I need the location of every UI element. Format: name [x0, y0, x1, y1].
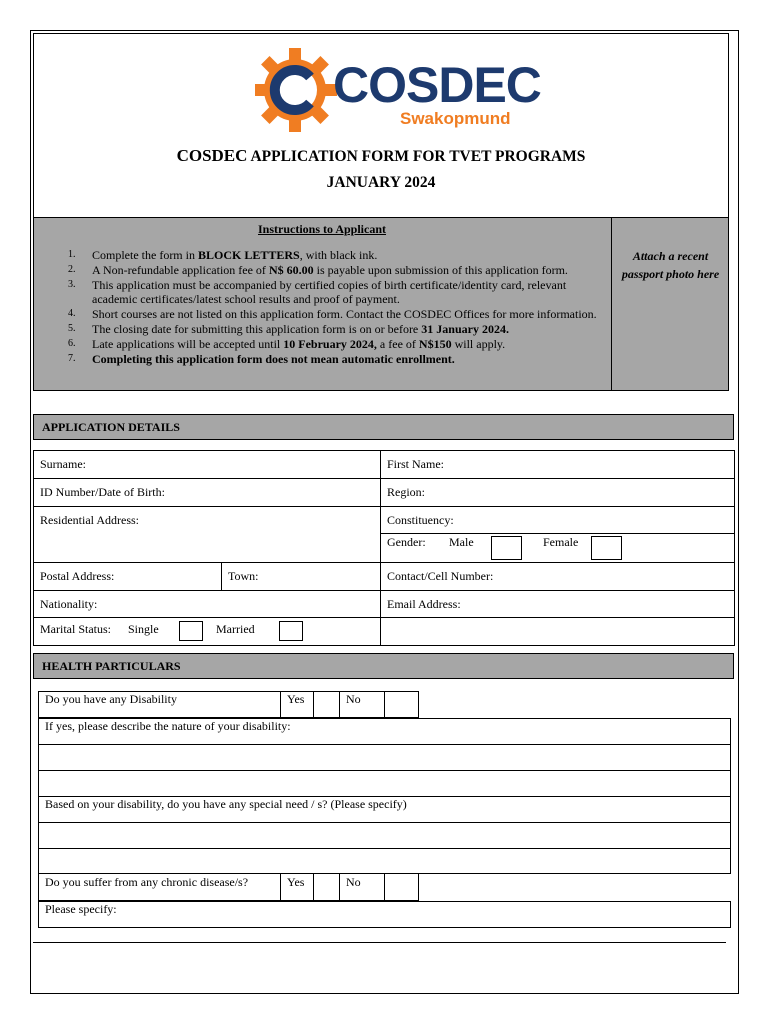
instructions-list [68, 248, 608, 366]
logo-text: COSDEC [333, 57, 541, 113]
title-rest: APPLICATION FORM FOR TVET PROGRAMS [247, 148, 586, 165]
grid-line [33, 450, 734, 451]
title-prefix: COSDEC [176, 146, 248, 165]
grid-line [33, 617, 734, 618]
disability-yes-checkbox[interactable] [314, 692, 339, 717]
chronic-no-checkbox[interactable] [385, 875, 418, 900]
chronic-yes-checkbox[interactable] [314, 875, 339, 900]
surname-field[interactable]: Surname: [40, 457, 86, 471]
disability-no-checkbox[interactable] [385, 692, 418, 717]
grid-line [280, 691, 281, 718]
constituency-field[interactable]: Constituency: [387, 513, 454, 527]
female-label: Female [543, 535, 579, 549]
special-need-line-1[interactable] [39, 823, 730, 848]
instructions-divider [611, 217, 612, 391]
instruction-item: 4. Short courses are not listed on this application form. Contact the COSDEC Offices for more information. [68, 307, 597, 322]
application-details-heading: APPLICATION DETAILS [33, 414, 734, 440]
grid-line [221, 562, 222, 590]
grid-line [380, 450, 381, 646]
disability-question: Do you have any Disability [45, 692, 177, 706]
instruction-item: 3. This application must be accompanied by certified copies of birth certificate/identity card, relevant academic certificates/latest school results and proof of payment. [68, 277, 567, 307]
grid-line [33, 506, 734, 507]
chronic-specify-box[interactable] [38, 901, 731, 928]
married-label: Married [216, 622, 255, 636]
special-need-line-2[interactable] [39, 849, 730, 874]
chronic-specify-prompt: Please specify: [45, 902, 117, 916]
instruction-item: 7. Completing this application form does not mean automatic enrollment. [68, 351, 455, 366]
grid-line [33, 590, 734, 591]
chronic-yes-label: Yes [287, 875, 305, 889]
instructions-heading: Instructions to Applicant [257, 222, 387, 236]
disability-yes-label: Yes [287, 692, 305, 706]
residential-address-field[interactable]: Residential Address: [40, 513, 139, 527]
disability-no-label: No [346, 692, 361, 706]
disability-describe-prompt: If yes, please describe the nature of your disability: [45, 719, 291, 733]
male-checkbox[interactable] [491, 536, 522, 560]
instruction-item: 1. Complete the form in BLOCK LETTERS, with black ink. [68, 248, 378, 262]
health-particulars-heading: HEALTH PARTICULARS [33, 653, 734, 679]
id-dob-field[interactable]: ID Number/Date of Birth: [40, 485, 165, 499]
passport-photo-box[interactable]: Attach a recent passport photo here [621, 249, 720, 281]
chronic-question: Do you suffer from any chronic disease/s? [45, 875, 249, 889]
contact-number-field[interactable]: Contact/Cell Number: [387, 569, 494, 583]
grid-line [280, 874, 281, 901]
region-field[interactable]: Region: [387, 485, 425, 499]
logo-subtext: Swakopmund [400, 109, 511, 128]
grid-line [33, 478, 734, 479]
grid-line [33, 645, 734, 646]
grid-line [33, 562, 734, 563]
email-field[interactable]: Email Address: [387, 597, 461, 611]
gender-label: Gender: [387, 535, 426, 549]
single-label: Single [128, 622, 159, 636]
single-checkbox[interactable] [179, 621, 203, 641]
grid-line [339, 874, 340, 901]
form-title [33, 146, 729, 166]
postal-address-field[interactable]: Postal Address: [40, 569, 115, 583]
instruction-item: 2. A Non-refundable application fee of N$ 60.00 is payable upon submission of this application form. [68, 262, 568, 277]
instruction-item: 6. Late applications will be accepted until 10 February 2024, a fee of N$150 will apply. [68, 336, 506, 351]
town-field[interactable]: Town: [228, 569, 259, 583]
nationality-field[interactable]: Nationality: [40, 597, 98, 611]
instruction-item: 5. The closing date for submitting this application form is on or before 31 January 2024. [68, 321, 509, 336]
grid-line [339, 691, 340, 718]
special-need-prompt: Based on your disability, do you have any special need / s? (Please specify) [45, 797, 407, 811]
disability-describe-line-1[interactable] [39, 745, 730, 770]
male-label: Male [449, 535, 474, 549]
grid-line [380, 533, 734, 534]
married-checkbox[interactable] [279, 621, 303, 641]
bottom-rule [33, 942, 726, 943]
female-checkbox[interactable] [591, 536, 622, 560]
chronic-no-label: No [346, 875, 361, 889]
cosdec-logo [255, 48, 541, 134]
grid-line [33, 450, 34, 646]
marital-status-label: Marital Status: [40, 622, 111, 636]
disability-describe-line-2[interactable] [39, 771, 730, 796]
grid-line [734, 450, 735, 646]
form-date: JANUARY 2024 [326, 174, 436, 191]
first-name-field[interactable]: First Name: [387, 457, 444, 471]
